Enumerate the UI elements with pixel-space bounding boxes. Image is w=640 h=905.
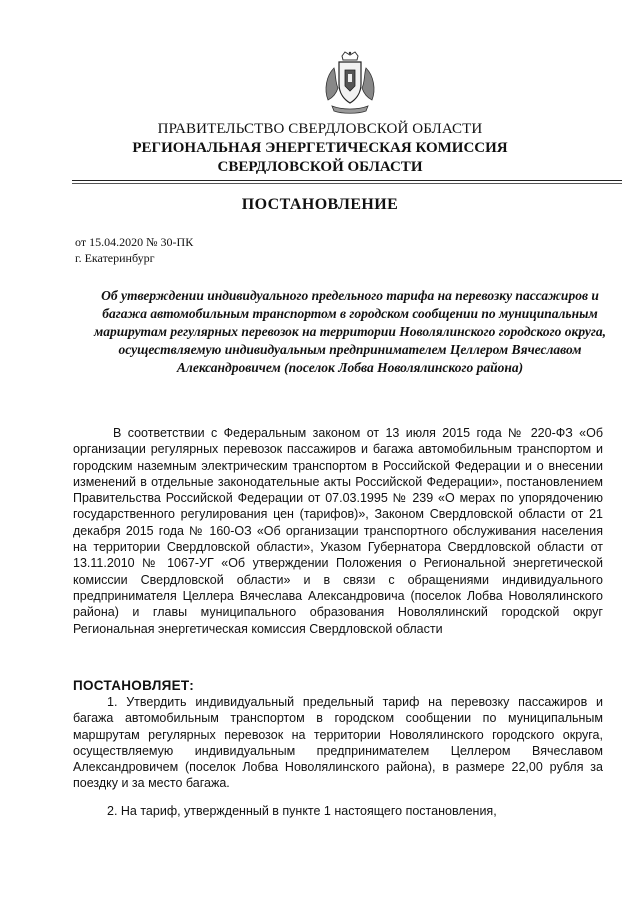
preamble-paragraph: В соответствии с Федеральным законом от 13 июля 2015 года № 220-ФЗ «Об организации регулярных перевозок пассажиров и багажа автомобильным транспортом и городским наземным электрическим транспортом в Российской Федерации и о внесении изменений в отдельные законодательные акты Российской Федерации», постановлением Правительства Российской Федерации от 07.03.1995 № 239 «О мерах по упорядочению государственного регулирования цен (тарифов)», Законом Свердловской области от 21 декабря 2015 года № 160-ОЗ «Об организации транспортного обслуживания населения на территории Свердловской области», Указом Губернатора Свердловской области от 13.11.2010 № 1067-УГ «Об утверждении Положения о Региональной энергетической комиссии Свердловской области» и в связи с обращениями индивидуального предпринимателя Целлера Вячеслава Александровича (поселок Лобва Новолялинского района) и главы муниципального образования Новолялинский городской округ Региональная энергетическая комиссия Свердловской области <box>73 426 603 636</box>
header-divider <box>72 180 622 181</box>
header-divider-secondary <box>72 183 622 184</box>
document-date-number: от 15.04.2020 № 30-ПК <box>75 235 194 249</box>
document-subject: Об утверждении индивидуального предельного тарифа на перевозку пассажиров и багажа автомобильным транспортом в городском сообщении по муниципальным маршрутам регулярных перевозок на территории Новолялинского городского округа, осуществляемую индивидуальным предпринимателем Целлером Вячеславом Александровичем (поселок Лобва Новолялинского района) <box>94 288 606 375</box>
document-city: г. Екатеринбург <box>75 251 155 265</box>
resolution-item-2: 2. На тариф, утвержденный в пункте 1 настоящего постановления, <box>107 804 497 818</box>
resolves-heading: ПОСТАНОВЛЯЕТ: <box>73 678 195 693</box>
document-type-title: ПОСТАНОВЛЕНИЕ <box>241 196 399 213</box>
resolution-item-1: 1. Утвердить индивидуальный предельный тариф на перевозку пассажиров и багажа автомобильным транспортом в городском сообщении по муниципальным маршрутам регулярных перевозок на территории Новолялинского городского округа, осуществляемую индивидуальным предпринимателем Целлером Вячеславом Александровичем (поселок Лобва Новолялинского района), в размере 22,00 рубля за поездку и за место багажа. <box>73 695 603 791</box>
sverdlovsk-coat-of-arms-icon <box>318 50 382 114</box>
agency-line-region: СВЕРДЛОВСКОЙ ОБЛАСТИ <box>217 159 423 175</box>
agency-line-commission: РЕГИОНАЛЬНАЯ ЭНЕРГЕТИЧЕСКАЯ КОМИССИЯ <box>132 140 508 156</box>
agency-line-government: ПРАВИТЕЛЬСТВО СВЕРДЛОВСКОЙ ОБЛАСТИ <box>157 121 483 137</box>
